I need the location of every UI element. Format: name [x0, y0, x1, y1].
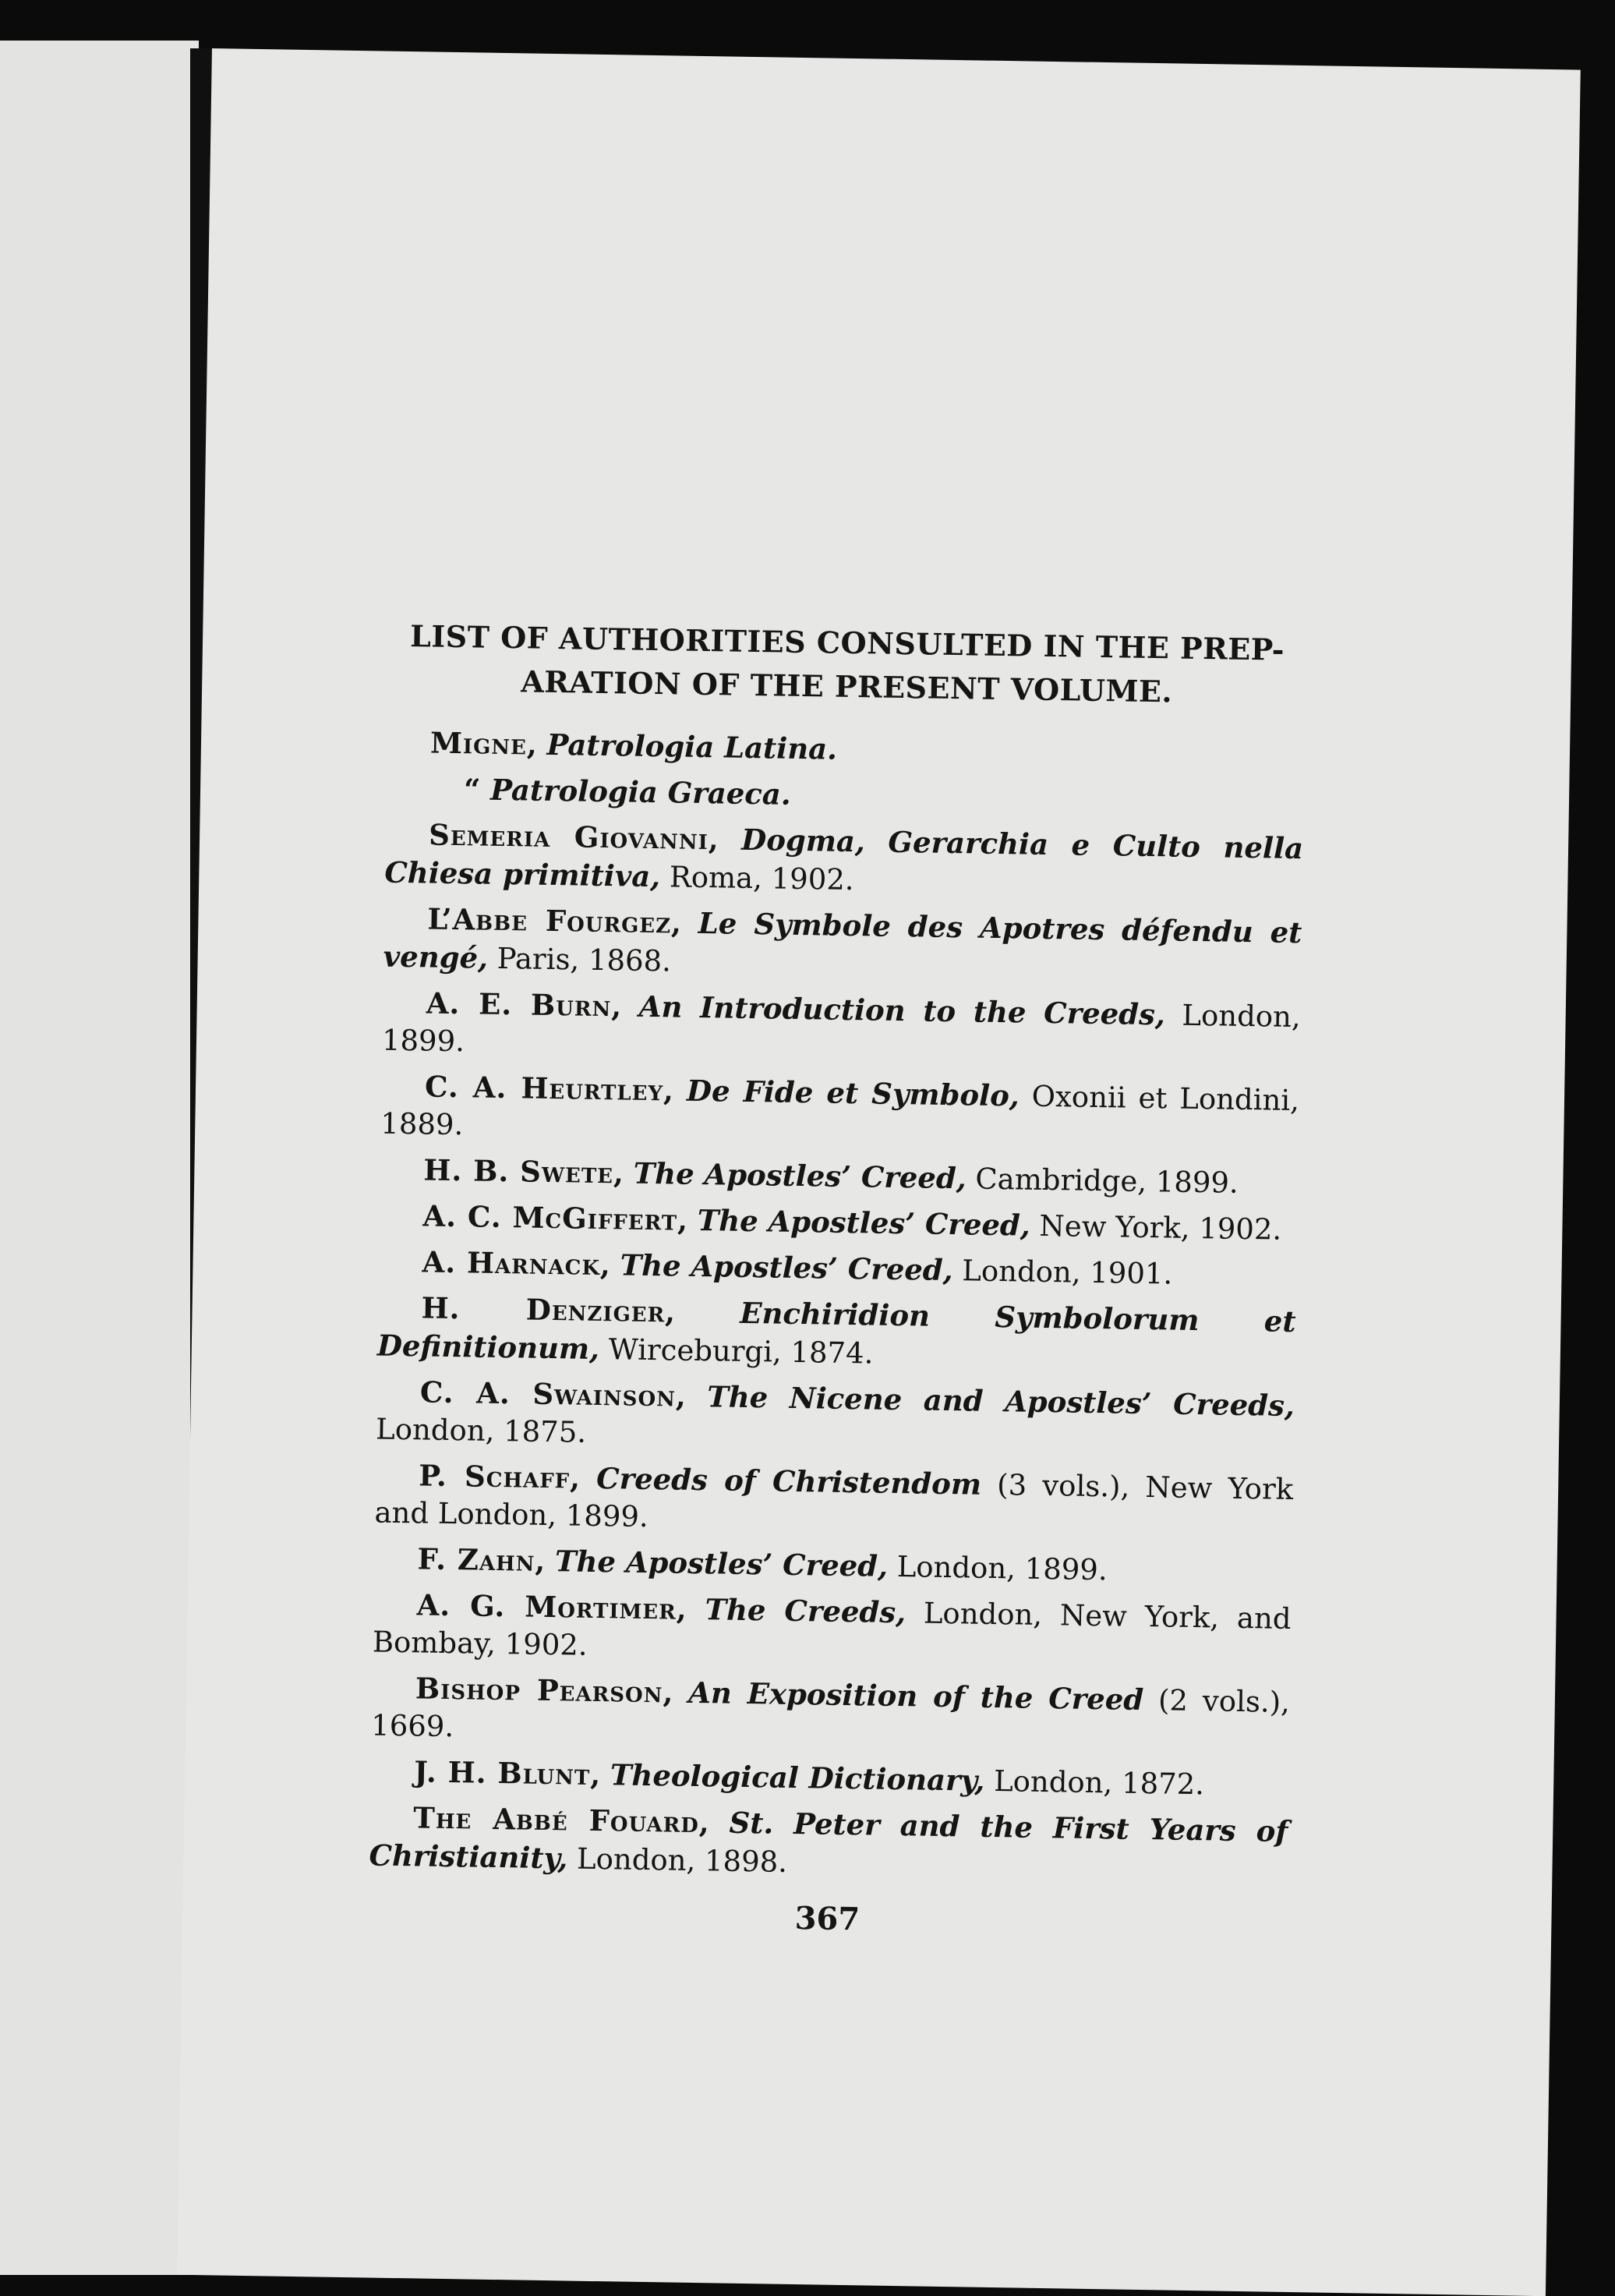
entry-publication: London, 1901.: [962, 1254, 1173, 1291]
bibliography-entry: [373, 1540, 1292, 1592]
heading-line-1: LIST OF AUTHORITIES CONSULTED IN THE PREP-: [409, 618, 1285, 667]
entry-work-title: An Exposition of the Creed: [687, 1675, 1144, 1718]
entry-author: A. E. Burn,: [426, 985, 623, 1024]
left-page: [0, 41, 199, 2275]
entry-work-title: The Apostles’ Creed,: [697, 1202, 1031, 1243]
entry-publication: London, 1875.: [375, 1412, 587, 1449]
entry-publication: London, New York, and Bombay, 1902.: [372, 1596, 1292, 1662]
entry-publication: Cambridge, 1899.: [975, 1162, 1239, 1200]
entry-publication: Paris, 1868.: [497, 941, 672, 978]
bibliography-entry: [380, 1151, 1299, 1203]
bibliography-entry: [370, 1752, 1289, 1804]
entry-work-title: St. Peter and the First Years of Christianity,: [369, 1805, 1288, 1876]
entry-work-title: The Nicene and Apostles’ Creeds,: [706, 1379, 1295, 1424]
bibliography-entry: [379, 1197, 1298, 1249]
bibliography-list: [369, 723, 1305, 1889]
entry-author: Bishop Pearson,: [415, 1671, 674, 1710]
entry-publication: (3 vols.), New York and London, 1899.: [374, 1468, 1294, 1534]
bibliography-entry: [373, 1585, 1292, 1675]
entry-author: A. G. Mortimer,: [416, 1587, 688, 1626]
entry-author: C. A. Swainson,: [419, 1374, 687, 1413]
entry-work-title: The Apostles’ Creed,: [620, 1247, 953, 1288]
entry-publication: London, 1899.: [381, 998, 1302, 1059]
entry-work-title: The Apostles’ Creed,: [633, 1155, 967, 1196]
entry-author: J. H. Blunt,: [413, 1754, 602, 1792]
entry-publication: (2 vols.), 1669.: [370, 1683, 1291, 1744]
entry-publication: London, 1872.: [993, 1764, 1205, 1802]
bibliography-entry: [371, 1668, 1290, 1758]
entry-work-title: Dogma, Gerarchia e Culto nella Chiesa primitiva,: [384, 822, 1304, 894]
bibliography-entry: [376, 1373, 1295, 1463]
heading-line-2: ARATION OF THE PRESENT VOLUME.: [520, 663, 1173, 709]
entry-work-title: The Apostles’ Creed,: [554, 1544, 889, 1583]
entry-author: Migne,: [429, 725, 539, 762]
entry-work-title: Enchiridion Symbolorum et Definitionum,: [376, 1295, 1296, 1367]
entry-author: The Abbé Fouard,: [413, 1800, 711, 1840]
page-heading: [387, 614, 1307, 716]
entry-publication: Wirceburgi, 1874.: [608, 1332, 874, 1371]
entry-publication: London, 1898.: [576, 1841, 788, 1879]
entry-author: “: [463, 772, 482, 807]
entry-work-title: Patrologia Latina.: [546, 727, 838, 766]
entry-work-title: Creeds of Christendom: [595, 1460, 982, 1502]
entry-author: Semeria Giovanni,: [428, 817, 720, 857]
bibliography-entry: [377, 1289, 1296, 1379]
bibliography-entry: [386, 769, 1305, 822]
page-number: 367: [794, 1900, 861, 1938]
entry-work-title: Le Symbole des Apotres défendu et vengé,: [383, 905, 1302, 975]
entry-author: F. Zahn,: [417, 1541, 546, 1578]
entry-author: P. Schaff,: [418, 1458, 581, 1495]
entry-work-title: An Introduction to the Creeds,: [638, 989, 1166, 1032]
entry-publication: Roma, 1902.: [669, 860, 854, 897]
bibliography-entry: [374, 1456, 1293, 1546]
entry-author: L’Abbe Fourgez,: [427, 901, 683, 940]
entry-author: A. C. McGiffert,: [422, 1198, 689, 1237]
bibliography-entry: [383, 900, 1302, 990]
right-page: [177, 48, 1581, 2296]
entry-work-title: De Fide et Symbolo,: [686, 1073, 1020, 1113]
entry-publication: Oxonii et Londini, 1889.: [380, 1079, 1300, 1142]
bibliography-entry: [369, 1798, 1288, 1888]
entry-publication: London, 1899.: [896, 1550, 1108, 1587]
entry-author: H. Denziger,: [421, 1290, 677, 1329]
entry-author: C. A. Heurtley,: [424, 1069, 675, 1108]
entry-work-title: Theological Dictionary,: [610, 1757, 985, 1798]
bibliography-entry: [380, 1067, 1299, 1157]
bibliography-entry: [378, 1243, 1297, 1295]
bibliography-entry: [384, 815, 1303, 906]
entry-work-title: The Creeds,: [705, 1592, 906, 1630]
page-content: [368, 614, 1306, 1944]
bibliography-entry: [382, 984, 1301, 1074]
entry-author: H. B. Swete,: [423, 1152, 625, 1190]
entry-publication: New York, 1902.: [1039, 1208, 1282, 1247]
entry-work-title: Patrologia Graeca.: [489, 772, 792, 812]
entry-author: A. Harnack,: [422, 1244, 612, 1282]
bibliography-entry: [387, 723, 1306, 776]
